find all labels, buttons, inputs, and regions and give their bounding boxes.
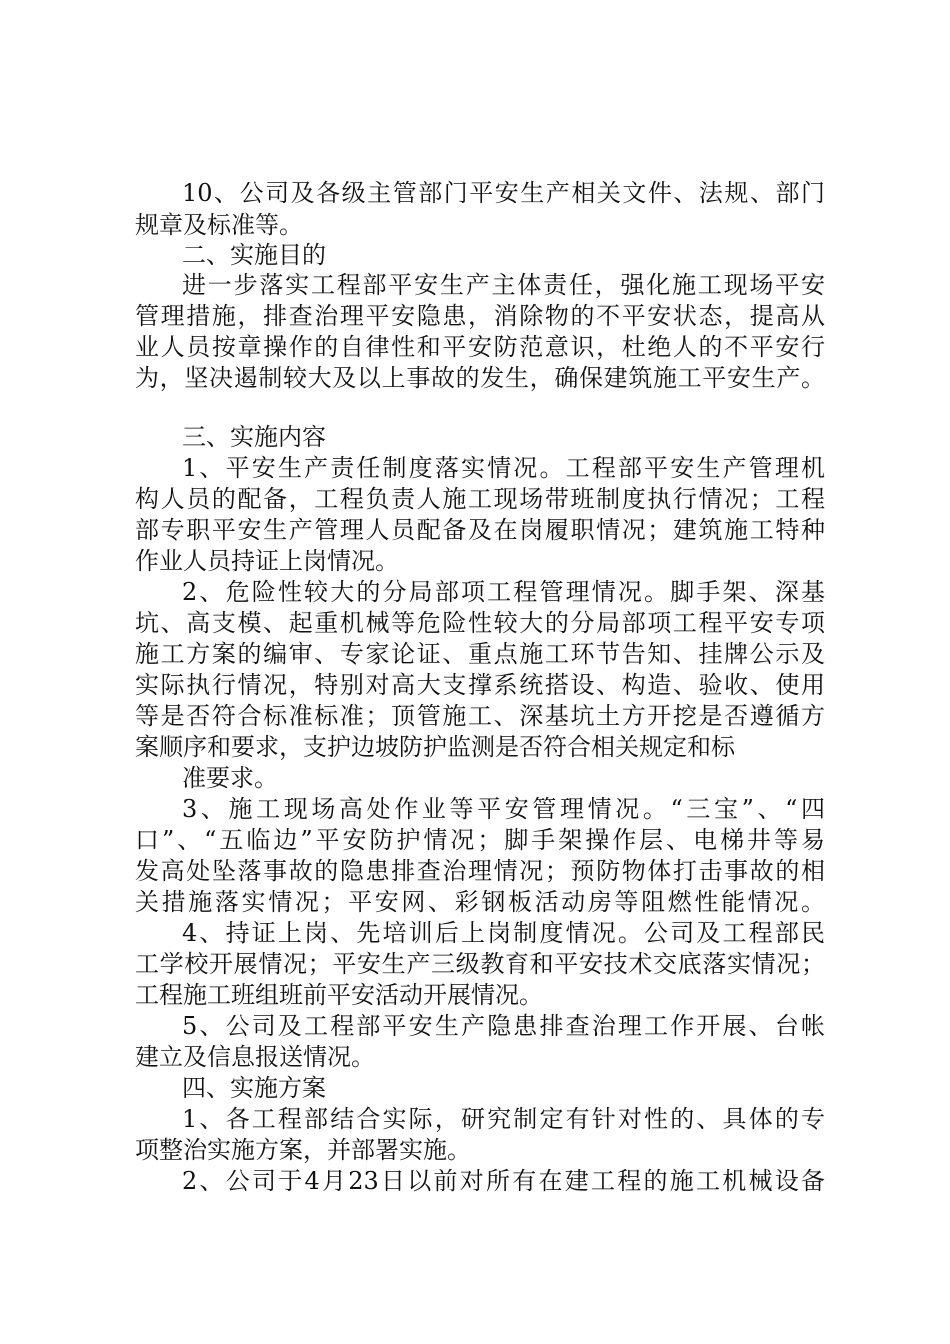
text-line: 为，坚决遏制较大及以上事故的发生，确保建筑施工平安生产。 — [135, 364, 825, 392]
section-heading: 三、实施内容 — [182, 423, 326, 451]
section-heading: 二、实施目的 — [182, 241, 326, 269]
text-line: 关措施落实情况；平安网、彩钢板活动房等阻燃性能情况。 — [135, 888, 825, 916]
section-heading: 四、实施方案 — [182, 1074, 326, 1102]
text-line: 项整治实施方案，并部署实施。 — [135, 1136, 471, 1164]
text-line: 2、公司于4月23日以前对所有在建工程的施工机械设备 — [182, 1167, 825, 1195]
text-line: 口”、“五临边”平安防护情况；脚手架操作层、电梯井等易 — [135, 826, 825, 854]
text-line: 3、施工现场高处作业等平安管理情况。“三宝”、“四 — [182, 795, 825, 823]
text-line: 10、公司及各级主管部门平安生产相关文件、法规、部门 — [182, 179, 825, 207]
text-line: 2、危险性较大的分局部项工程管理情况。脚手架、深基 — [182, 578, 825, 606]
text-line: 构人员的配备，工程负责人施工现场带班制度执行情况；工程 — [135, 485, 825, 513]
text-line: 1、各工程部结合实际，研究制定有针对性的、具体的专 — [182, 1105, 825, 1133]
text-line: 部专职平安生产管理人员配备及在岗履职情况；建筑施工特种 — [135, 516, 825, 544]
text-line: 施工方案的编审、专家论证、重点施工环节告知、挂牌公示及 — [135, 640, 825, 668]
text-line: 1、平安生产责任制度落实情况。工程部平安生产管理机 — [182, 454, 825, 482]
text-line: 等是否符合标准标准；顶管施工、深基坑土方开挖是否遵循方 — [135, 702, 825, 730]
text-line: 4、持证上岗、先培训后上岗制度情况。公司及工程部民 — [182, 919, 825, 947]
text-line: 作业人员持证上岗情况。 — [135, 547, 399, 575]
text-line: 准要求。 — [182, 764, 278, 792]
text-line: 发高处坠落事故的隐患排查治理情况；预防物体打击事故的相 — [135, 857, 825, 885]
text-line: 坑、高支模、起重机械等危险性较大的分局部项工程平安专项 — [135, 609, 825, 637]
text-line: 工程施工班组班前平安活动开展情况。 — [135, 981, 543, 1009]
text-line: 5、公司及工程部平安生产隐患排查治理工作开展、台帐 — [182, 1012, 825, 1040]
text-line: 进一步落实工程部平安生产主体责任，强化施工现场平安 — [182, 271, 825, 299]
text-line: 建立及信息报送情况。 — [135, 1043, 375, 1071]
text-line: 实际执行情况，特别对高大支撑系统搭设、构造、验收、使用 — [135, 671, 825, 699]
text-line: 业人员按章操作的自律性和平安防范意识，杜绝人的不平安行 — [135, 333, 825, 361]
text-line: 工学校开展情况；平安生产三级教育和平安技术交底落实情况； — [135, 950, 825, 978]
text-line: 管理措施，排查治理平安隐患，消除物的不平安状态，提高从 — [135, 302, 825, 330]
text-line: 规章及标准等。 — [135, 211, 303, 239]
text-line: 案顺序和要求，支护边坡防护监测是否符合相关规定和标 — [135, 733, 735, 761]
